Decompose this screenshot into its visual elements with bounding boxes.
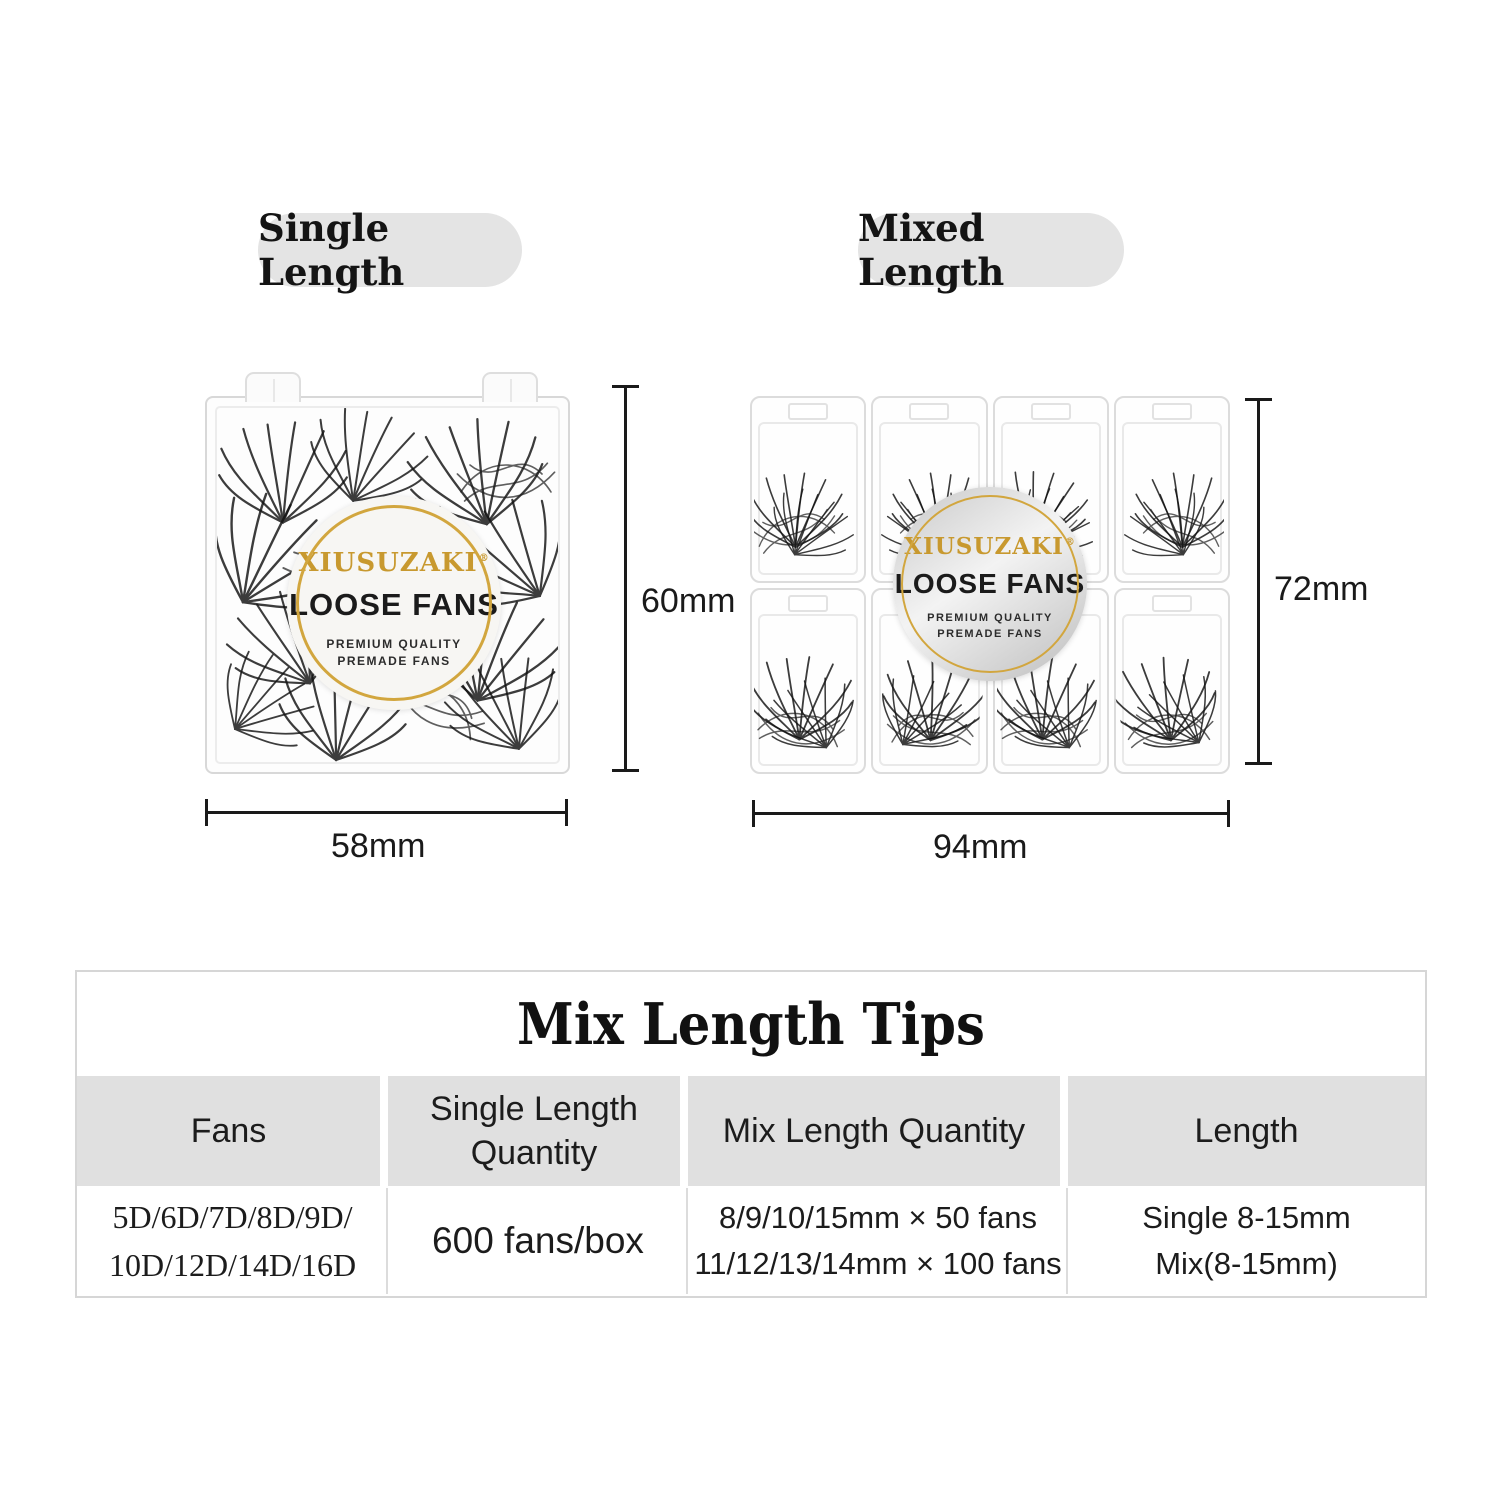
dimension-label-60mm: 60mm bbox=[641, 582, 736, 620]
product-name: LOOSE FANS bbox=[894, 568, 1086, 599]
length-line2: Mix(8-15mm) bbox=[1155, 1246, 1338, 1281]
dimension-cap bbox=[1227, 800, 1230, 827]
width-dimension-single bbox=[205, 799, 568, 826]
brand-text: XIUSUZAKI bbox=[904, 533, 1064, 560]
fans-line2: 10D/12D/14D/16D bbox=[108, 1247, 357, 1283]
column-header-label: Length bbox=[1194, 1111, 1299, 1150]
box-hinge bbox=[245, 372, 301, 402]
single-length-box bbox=[205, 396, 570, 774]
single-length-badge bbox=[258, 206, 522, 294]
compartment-latch bbox=[788, 595, 828, 612]
brand-tagline bbox=[326, 636, 461, 671]
brand-label bbox=[893, 487, 1087, 681]
dimension-label-58mm: 58mm bbox=[331, 827, 426, 865]
lash-cluster bbox=[754, 451, 860, 575]
cell-length bbox=[1068, 1186, 1425, 1296]
height-dimension-mixed bbox=[1245, 398, 1272, 765]
tagline-line2: PREMADE FANS bbox=[337, 654, 451, 669]
brand-name bbox=[298, 548, 489, 578]
column-header-label: Mix Length Quantity bbox=[722, 1111, 1026, 1150]
brand-tagline bbox=[927, 611, 1053, 643]
brand-label bbox=[287, 496, 501, 710]
dimension-cap bbox=[565, 799, 568, 826]
lash-cluster bbox=[754, 642, 860, 766]
single-length-badge-label: Single Length bbox=[258, 206, 405, 294]
tagline-line1: PREMIUM QUALITY bbox=[326, 637, 462, 651]
table-data-row bbox=[77, 1186, 1425, 1296]
cell-fans bbox=[77, 1186, 388, 1296]
width-dimension-mixed bbox=[752, 800, 1230, 827]
dimension-cap bbox=[612, 769, 639, 772]
compartment-latch bbox=[909, 403, 949, 420]
dimension-line bbox=[205, 811, 568, 814]
table-title: Mix Length Tips bbox=[517, 990, 985, 1058]
mix-quantity-line1: 8/9/10/15mm × 50 fans bbox=[719, 1199, 1037, 1235]
brand-name bbox=[904, 533, 1076, 560]
column-header-length bbox=[1068, 1076, 1425, 1186]
mixed-length-badge-label: Mixed Length bbox=[858, 206, 1005, 294]
registered-mark: ® bbox=[1064, 537, 1076, 549]
compartment-latch bbox=[1031, 403, 1071, 420]
lash-cluster bbox=[1118, 451, 1224, 575]
compartment bbox=[1114, 396, 1230, 583]
dimension-label-72mm: 72mm bbox=[1274, 570, 1369, 608]
compartment bbox=[1114, 588, 1230, 775]
table-header-row bbox=[77, 1076, 1425, 1186]
mixed-length-badge bbox=[858, 206, 1124, 294]
column-header-label: Fans bbox=[190, 1111, 267, 1150]
dimension-line bbox=[624, 385, 627, 772]
tagline-line1: PREMIUM QUALITY bbox=[927, 612, 1053, 624]
column-header-label: Single Length Quantity bbox=[430, 1089, 638, 1172]
compartment bbox=[750, 396, 866, 583]
table-title-row bbox=[77, 972, 1425, 1076]
compartment-latch bbox=[788, 403, 828, 420]
fans-line1: 5D/6D/7D/8D/9D/ bbox=[112, 1199, 353, 1235]
product-name: LOOSE FANS bbox=[289, 587, 499, 622]
single-quantity-value: 600 fans/box bbox=[432, 1220, 644, 1262]
compartment bbox=[750, 588, 866, 775]
mixed-length-box bbox=[750, 396, 1230, 774]
brand-text: XIUSUZAKI bbox=[298, 548, 478, 578]
dimension-line bbox=[1257, 398, 1260, 765]
dimension-line bbox=[752, 812, 1230, 815]
compartment-latch bbox=[1152, 595, 1192, 612]
lash-cluster bbox=[1106, 632, 1235, 775]
column-header-mix-length-quantity bbox=[688, 1076, 1060, 1186]
column-header-single-length-quantity bbox=[388, 1076, 680, 1186]
mix-length-table bbox=[75, 970, 1427, 1298]
height-dimension-single bbox=[612, 385, 639, 772]
cell-mix-length-quantity bbox=[688, 1186, 1068, 1296]
compartment-latch bbox=[1152, 403, 1192, 420]
registered-mark: ® bbox=[478, 553, 490, 565]
dimension-cap bbox=[1245, 762, 1272, 765]
cell-single-length-quantity bbox=[388, 1186, 688, 1296]
length-line1: Single 8-15mm bbox=[1142, 1199, 1351, 1235]
column-header-fans bbox=[77, 1076, 380, 1186]
dimension-label-94mm: 94mm bbox=[933, 828, 1028, 866]
tagline-line2: PREMADE FANS bbox=[937, 627, 1043, 640]
box-hinge bbox=[482, 372, 538, 402]
mix-quantity-line2: 11/12/13/14mm × 100 fans bbox=[694, 1246, 1062, 1281]
